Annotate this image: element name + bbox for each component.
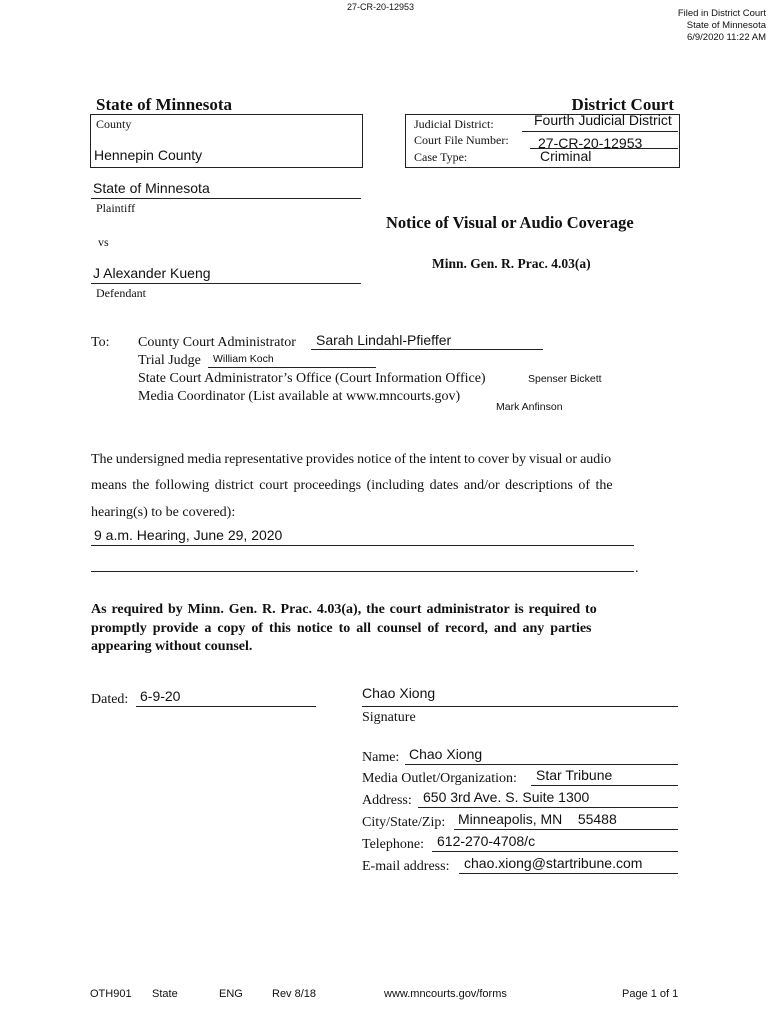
filed-stamp-line-2: State of Minnesota	[686, 20, 766, 31]
name-label: Name:	[362, 750, 400, 765]
proceedings-underline-2	[91, 571, 634, 572]
proceedings-period: .	[635, 561, 639, 576]
document-title: Notice of Visual or Audio Coverage	[386, 213, 634, 232]
phone-value: 612-270-4708/c	[437, 833, 536, 849]
notice-line-1: As required by Minn. Gen. R. Prac. 4.03(a), the court administrator is required to	[91, 602, 597, 617]
body-line-2: means the following district court proceedings (including dates and/or descriptions of the	[91, 478, 613, 493]
proceedings-value: 9 a.m. Hearing, June 29, 2020	[94, 527, 283, 543]
state-admin-label: State Court Administrator’s Office (Court Information Office)	[138, 371, 486, 386]
defendant-underline	[91, 283, 361, 284]
signature-underline	[362, 706, 678, 707]
notice-line-2: promptly provide a copy of this notice to all counsel of record, and any parties	[91, 621, 592, 636]
dated-label: Dated:	[91, 692, 129, 707]
case-type-value: Criminal	[540, 148, 592, 164]
filed-stamp-line-3: 6/9/2020 11:22 AM	[686, 32, 766, 43]
state-admin-value: Spenser Bickett	[528, 373, 602, 385]
phone-underline	[432, 851, 678, 852]
outlet-underline	[531, 785, 678, 786]
media-coordinator-label: Media Coordinator (List available at www.mncourts.gov)	[138, 389, 461, 404]
case-number-header: 27-CR-20-12953	[347, 2, 415, 12]
media-coordinator-value: Mark Anfinson	[496, 401, 563, 413]
footer-url: www.mncourts.gov/forms	[384, 988, 507, 1000]
footer-state: State	[152, 988, 178, 1000]
rule-citation: Minn. Gen. R. Prac. 4.03(a)	[432, 256, 591, 271]
plaintiff-label: Plaintiff	[96, 201, 136, 215]
footer-page-number: Page 1 of 1	[622, 988, 679, 1000]
address-label: Address:	[362, 793, 412, 808]
signature-label: Signature	[362, 710, 416, 725]
name-underline	[405, 764, 678, 765]
address-value: 650 3rd Ave. S. Suite 1300	[423, 789, 590, 805]
plaintiff-underline	[91, 198, 361, 199]
body-line-3: hearing(s) to be covered):	[91, 505, 236, 520]
email-label: E-mail address:	[362, 859, 450, 874]
state-heading: State of Minnesota	[96, 95, 232, 114]
signature-value: Chao Xiong	[362, 685, 436, 701]
defendant-label: Defendant	[96, 286, 146, 300]
dated-underline	[136, 706, 316, 707]
trial-judge-underline	[208, 367, 376, 368]
county-value: Hennepin County	[94, 147, 203, 163]
court-heading: District Court	[571, 95, 674, 114]
dated-value: 6-9-20	[140, 688, 181, 704]
judicial-district-underline	[522, 131, 678, 132]
city-value: Minneapolis, MN 55488	[458, 811, 617, 827]
address-underline	[418, 807, 678, 808]
footer-revision: Rev 8/18	[272, 988, 317, 1000]
judicial-district-label: Judicial District:	[414, 117, 494, 131]
to-label: To:	[91, 335, 110, 350]
notice-line-3: appearing without counsel.	[91, 639, 253, 654]
county-admin-underline	[311, 349, 543, 350]
plaintiff-value: State of Minnesota	[93, 180, 210, 196]
phone-label: Telephone:	[362, 837, 424, 852]
city-underline	[454, 829, 678, 830]
footer-form-id: OTH901	[90, 988, 132, 1000]
county-label: County	[96, 117, 132, 131]
name-value: Chao Xiong	[409, 746, 483, 762]
county-admin-value: Sarah Lindahl-Pfieffer	[316, 332, 452, 348]
defendant-value: J Alexander Kueng	[93, 265, 211, 281]
body-line-1: The undersigned media representative provides notice of the intent to cover by visual or audio	[91, 452, 612, 467]
court-file-label: Court File Number:	[414, 133, 509, 147]
email-underline	[459, 873, 678, 874]
county-admin-label: County Court Administrator	[138, 335, 296, 350]
judicial-district-value: Fourth Judicial District	[534, 112, 672, 128]
trial-judge-label: Trial Judge	[138, 353, 201, 368]
filed-stamp-line-1: Filed in District Court	[677, 8, 766, 19]
trial-judge-value: William Koch	[213, 353, 274, 365]
outlet-value: Star Tribune	[536, 767, 613, 783]
email-value: chao.xiong@startribune.com	[464, 855, 643, 871]
case-type-label: Case Type:	[414, 150, 468, 164]
versus-label: vs	[98, 235, 109, 249]
proceedings-underline-1	[91, 545, 634, 546]
footer-language: ENG	[219, 988, 243, 1000]
outlet-label: Media Outlet/Organization:	[362, 771, 517, 786]
court-file-value: 27-CR-20-12953	[538, 135, 643, 151]
city-label: City/State/Zip:	[362, 815, 446, 830]
